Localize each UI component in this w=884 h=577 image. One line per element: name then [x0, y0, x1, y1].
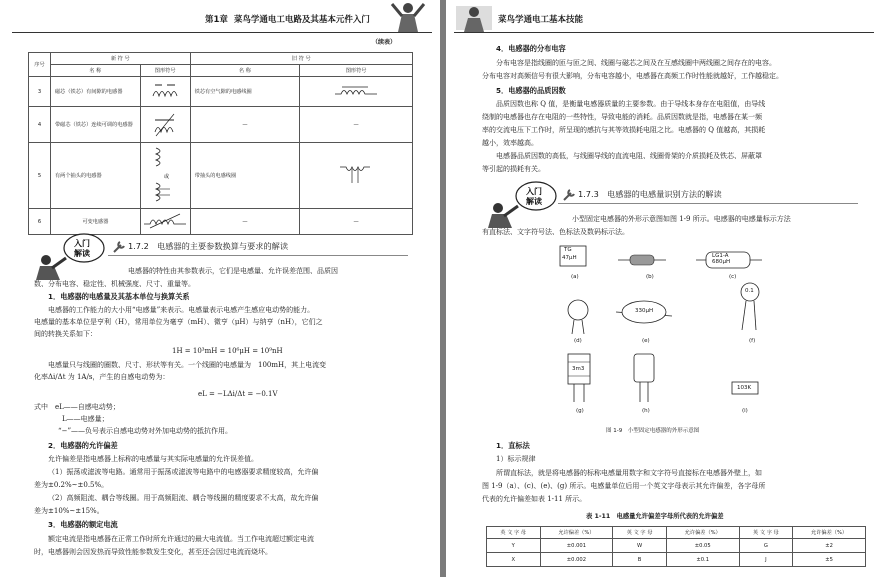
- paragraph-line: 化率Δi/Δt 为 1A/s，产生的自感电动势为：: [34, 373, 170, 381]
- fig-letter: (d): [574, 338, 582, 344]
- fig-g-label: 3m3: [572, 366, 585, 372]
- badge-line-2: 解读: [74, 249, 90, 258]
- subheading-rule: 1）标示规律: [496, 455, 536, 463]
- table-continued: （续表）: [372, 39, 397, 46]
- figure-caption: 图 1-9 小型固定电感器的外形示意图: [606, 428, 700, 434]
- where-line: 式中 eL——自感电动势；: [34, 403, 120, 411]
- paragraph-line: 小型固定电感器的外形示意图如图 1-9 所示。电感器的电感量标示方法: [572, 215, 791, 223]
- paragraph-line: 间的转换关系如下：: [34, 330, 97, 338]
- symbol-table: [28, 52, 413, 235]
- col-old-name: 名 称: [190, 65, 300, 77]
- table-row: 6 可变电感器 — —: [29, 209, 413, 235]
- tolerance-table: 英 文 字 母 允许偏差（%） 英 文 字 母 允许偏差（%） 英 文 字 母 允许偏差（%） Y ±0.001 W ±0.05 G ±2 X ±0.002 B ±0.1 J ±5: [486, 526, 866, 567]
- col-new: 新 符 号: [50, 53, 190, 65]
- badge-line-1: 入门: [74, 239, 90, 248]
- inductor-b-icon: [630, 255, 654, 265]
- fig-letter: (i): [742, 408, 748, 414]
- fig-letter: (a): [571, 274, 579, 280]
- wrench-icon: [562, 188, 576, 202]
- paragraph-line: 电感器的工作能力的大小用“电感量”来表示。电感量表示电感产生感应电动势的能力。: [48, 306, 315, 314]
- book-title: 菜鸟学通电工电路及其基本元件入门: [233, 15, 370, 25]
- paragraph-line: 分布电容对高频信号有很大影响，分布电容越小，电感器在高频工作时性能就越好，工作越稳定。: [482, 72, 783, 80]
- left-page: [0, 0, 440, 577]
- fig-d-label: 0.1: [745, 288, 754, 294]
- paragraph-line: （1）振荡或滤波等电路。通常用于振荡或滤波等电路中的电感器要求精度较高，允许偏: [48, 468, 319, 476]
- right-page: [446, 0, 884, 577]
- heading-inductance: 1．电感器的电感量及其基本单位与换算关系: [48, 292, 190, 301]
- where-line: “−”——负号表示自感电动势对外加电动势的抵抗作用。: [58, 427, 233, 435]
- heading-tolerance: 2．电感器的允许偏差: [48, 441, 118, 450]
- paragraph-line: 差为±10%~±15%。: [34, 507, 104, 515]
- inductor-h-icon: [634, 354, 654, 382]
- table-row: X ±0.002 B ±0.1 J ±5: [487, 553, 866, 567]
- heading-rated-current: 3．电感器的额定电流: [48, 520, 118, 529]
- chapter-label: 第1章: [205, 15, 228, 25]
- paragraph-line: 数、分布电容、稳定性、机械强度、尺寸、重量等。: [34, 280, 195, 288]
- formula-emf: eL = −LΔi/Δt = −0.1V: [198, 390, 278, 398]
- fig-a-bot: 47μH: [562, 255, 577, 261]
- table-1-11-title: 表 1-11 电感量允许偏差字母所代表的允许偏差: [586, 513, 724, 520]
- col-old-symbol: 图形符号: [300, 65, 413, 77]
- paragraph-line: 分布电容是指线圈的匝与匝之间、线圈与磁芯之间及在互感线圈中两线圈之间存在的电容。: [496, 59, 776, 67]
- old-tap-coil-symbol-icon: [300, 143, 413, 209]
- paragraph-line: 等引起的损耗有关。: [482, 165, 545, 173]
- two-tap-inductor-symbol-icon: [140, 143, 190, 209]
- fig-letter: (g): [576, 408, 584, 414]
- figure-1-9: [556, 242, 796, 420]
- fig-a-top: TG: [564, 247, 572, 253]
- paragraph-line: 所谓直标法，就是将电感器的标称电感量用数字和文字符号直接标在电感器外壁上，如: [496, 469, 762, 477]
- fig-c-bot: 680μH: [712, 259, 731, 265]
- paragraph-line: 率的交流电压下工作时，所呈现的感抗与其等效损耗电阻之比。电感器的 Q 值越高，其损耗: [482, 126, 766, 134]
- table-row: 3 磁芯（铁芯）有间隙的电感器 铁芯有空气隙的电感线圈: [29, 77, 413, 107]
- adjustable-core-symbol-icon: [140, 107, 190, 143]
- fig-letter: (e): [642, 338, 650, 344]
- paragraph-line: 越小，效率越高。: [482, 139, 538, 147]
- fig-letter: (f): [749, 338, 756, 344]
- intro-badge-mascot-icon: [482, 180, 562, 228]
- header-mascot-icon: [388, 0, 428, 34]
- table-row: 4 带磁芯（铁芯）连续可调的电感器 — —: [29, 107, 413, 143]
- variable-inductor-symbol-icon: [140, 209, 190, 235]
- paragraph-line: 允许偏差是指电感器上标称的电感量与其实际电感量的允许误差值。: [48, 455, 258, 463]
- table-row: 5 有两个抽头的电感器 或 带抽头的电感线圈: [29, 143, 413, 209]
- col-new-name: 名 称: [50, 65, 140, 77]
- wrench-icon: [112, 240, 126, 254]
- fig-letter: (c): [729, 274, 737, 280]
- left-running-header: [205, 6, 370, 32]
- paragraph-line: 绕制的电感器也存在电阻的一些特性，导致电能的消耗。品质因数就是指，电感器在某一频: [482, 113, 762, 121]
- paragraph-line: 额定电流是指电感器在正常工作时所允许通过的最大电流值。当工作电流超过额定电流: [48, 535, 314, 543]
- paragraph-line: 图 1-9（a）、(c)、(e)、(g) 所示。电感量单位后用一个英文字母表示其允许偏差，各字母所: [482, 482, 766, 490]
- heading-quality-factor: 5．电感器的品质因数: [496, 86, 566, 95]
- book-title: 菜鸟学通电工基本技能: [498, 15, 584, 25]
- paragraph-line: （2）高频阻流、耦合等线圈。用于高频阻流、耦合等线圈的精度要求不太高，故允许偏: [48, 494, 319, 502]
- right-running-header: [498, 6, 583, 32]
- paragraph-line: 电感器的特性由其参数表示，它们是电感量、允许误差范围、品质因: [128, 267, 338, 275]
- section-title-172: 1.7.2 电感器的主要参数换算与要求的解读: [128, 241, 289, 251]
- col-new-symbol: 图形符号: [140, 65, 190, 77]
- heading-direct-marking: 1．直标法: [496, 441, 530, 450]
- paragraph-line: 品质因数也称 Q 值，是衡量电感器质量的主要参数。由于导线本身存在电阻值，由导线: [496, 100, 766, 108]
- badge-line-2: 解读: [526, 197, 542, 206]
- fig-e-label: 330μH: [635, 308, 654, 314]
- fig-letter: (h): [642, 408, 650, 414]
- where-line: L——电感量；: [62, 415, 109, 423]
- paragraph-line: 差为±0.2%~±0.5%。: [34, 481, 109, 489]
- paragraph-line: 电感器品质因数的高低，与线圈导线的直流电阻、线圈骨架的介质损耗及铁芯、屏蔽罩: [496, 152, 762, 160]
- paragraph-line: 电感量只与线圈的圈数、尺寸、形状等有关。一个线圈的电感量为 100mH，其上电流变: [48, 361, 327, 369]
- badge-line-1: 入门: [526, 187, 542, 196]
- inductor-d-icon: [568, 300, 588, 320]
- fig-letter: (b): [646, 274, 654, 280]
- heading-distributed-capacitance: 4．电感器的分布电容: [496, 44, 566, 53]
- formula-units: 1H = 10³mH = 10⁶μH = 10⁹nH: [172, 347, 283, 355]
- svg-text:或: 或: [164, 173, 170, 180]
- section-title-173: 1.7.3 电感器的电感量识别方法的解读: [578, 189, 722, 199]
- paragraph-line: 时，电感器则会因发热而导致性能参数发生变化，甚至还会因过电流而烧坏。: [34, 548, 272, 556]
- old-coil-symbol-icon: [300, 77, 413, 107]
- paragraph-line: 电感量的基本单位是亨利（H），常用单位为毫亨（mH）、微亨（μH）与纳亨（nH），它们之: [34, 318, 323, 326]
- fig-i-label: 103K: [737, 385, 752, 391]
- col-no: 序号: [29, 53, 51, 77]
- col-old: 旧 符 号: [190, 53, 412, 65]
- header-mascot-icon: [454, 2, 494, 34]
- table-row: Y ±0.001 W ±0.05 G ±2: [487, 539, 866, 553]
- paragraph-line: 代表的允许偏差如表 1-11 所示。: [482, 495, 587, 503]
- inductor-gap-symbol-icon: [140, 77, 190, 107]
- paragraph-line: 有直标法、文字符号法、色标法及数码标示法。: [482, 228, 629, 236]
- fig-c-top: LG1-A: [712, 253, 729, 259]
